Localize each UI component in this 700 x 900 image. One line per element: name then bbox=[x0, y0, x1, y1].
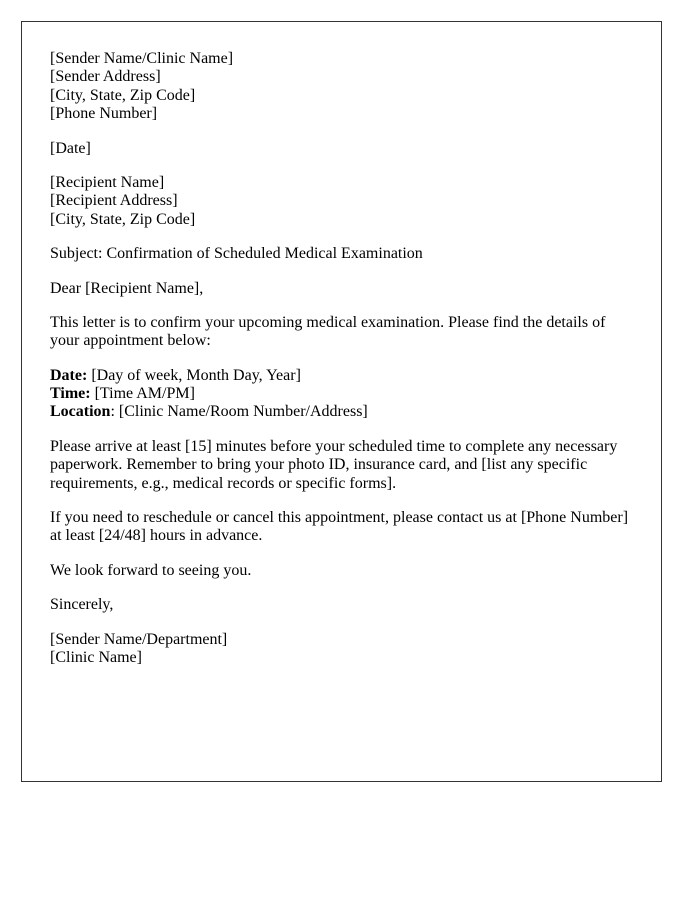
detail-date-value: [Day of week, Month Day, Year] bbox=[91, 366, 301, 384]
detail-time-value: [Time AM/PM] bbox=[94, 385, 195, 403]
sender-phone-line: [Phone Number] bbox=[50, 105, 158, 123]
arrival-paragraph: Please arrive at least [15] minutes before your scheduled time to complete any necessary paperwork. Remember to bring your photo ID, insurance card, and [list any specific requirements, e.g., medical records or specific forms]. bbox=[50, 437, 618, 492]
detail-date-label: Date: bbox=[50, 366, 88, 384]
reschedule-paragraph: If you need to reschedule or cancel this appointment, please contact us at [Phone Number] at least [24/48] hours in advance. bbox=[50, 509, 629, 545]
sender-name-line: [Sender Name/Clinic Name] bbox=[50, 50, 234, 67]
closing-line: We look forward to seeing you. bbox=[50, 561, 252, 579]
sender-block bbox=[50, 50, 633, 124]
appointment-details-block bbox=[50, 367, 633, 422]
salutation: Dear [Recipient Name], bbox=[50, 279, 204, 297]
signature-name-line: [Sender Name/Department] bbox=[50, 630, 228, 648]
letter-document bbox=[21, 21, 662, 782]
detail-location-label: Location bbox=[50, 403, 111, 421]
intro-paragraph: This letter is to confirm your upcoming medical examination. Please find the details of your appointment below: bbox=[50, 313, 606, 350]
recipient-block bbox=[50, 174, 633, 229]
signature-block bbox=[50, 631, 633, 668]
detail-location-separator: : bbox=[110, 403, 115, 421]
detail-location-value: [Clinic Name/Room Number/Address] bbox=[118, 403, 368, 421]
date-line: [Date] bbox=[50, 139, 91, 157]
detail-line-date bbox=[50, 367, 633, 385]
sender-city-state-zip-line: [City, State, Zip Code] bbox=[50, 86, 196, 104]
recipient-city-state-zip-line: [City, State, Zip Code] bbox=[50, 210, 196, 228]
detail-line-time bbox=[50, 385, 633, 403]
detail-time-label: Time: bbox=[50, 385, 91, 403]
recipient-address-line: [Recipient Address] bbox=[50, 192, 178, 210]
subject-line: Subject: Confirmation of Scheduled Medical Examination bbox=[50, 245, 423, 263]
sender-address-line: [Sender Address] bbox=[50, 68, 161, 86]
signoff: Sincerely, bbox=[50, 596, 114, 614]
recipient-name-line: [Recipient Name] bbox=[50, 173, 165, 191]
detail-line-location bbox=[50, 403, 633, 421]
signature-clinic-line: [Clinic Name] bbox=[50, 648, 142, 666]
